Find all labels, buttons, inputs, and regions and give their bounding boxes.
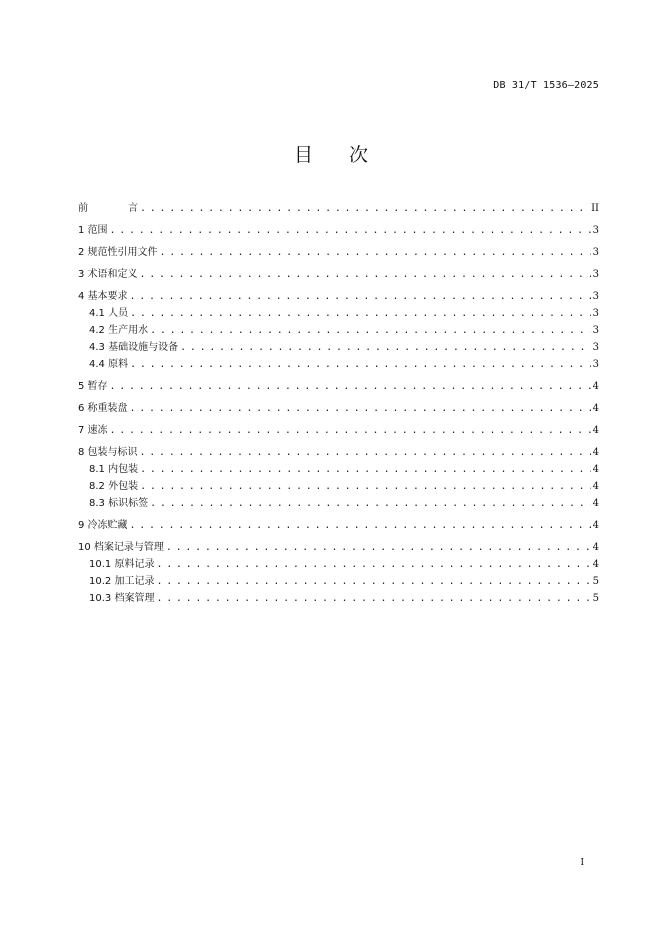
toc-entry-label: 4.3 基础设施与设备 [89,342,179,353]
toc-entry-page: 3 [592,308,599,319]
dot-leader [130,288,591,305]
dot-leader [110,222,591,239]
toc-entry-page: 4 [592,542,599,553]
dot-leader [140,200,589,217]
toc-entry-page: 3 [592,225,599,236]
toc-entry[interactable] [78,517,599,534]
toc-entry-label: 4.4 原料 [89,359,129,370]
toc-subentry[interactable] [78,573,599,590]
dot-leader [140,444,591,461]
toc-entry-label: 8 包装与标识 [78,447,138,458]
dot-leader [156,556,590,573]
toc-subentry[interactable] [78,478,599,495]
toc-entry-page: 3 [592,342,599,353]
toc-entry-page: 3 [592,247,599,258]
toc-entry-page: 4 [592,403,599,414]
dot-leader [150,495,591,512]
dot-leader [130,400,591,417]
toc-entry-label: 1 范围 [78,225,108,236]
toc-entry-page: 4 [592,481,599,492]
toc-subentry[interactable] [78,556,599,573]
toc-entry-label: 前 言 [78,203,138,214]
toc-entry-label: 4.1 人员 [89,308,129,319]
toc-entry[interactable] [78,378,599,395]
toc-entry-page: 5 [592,576,599,587]
document-code: DB 31/T 1536—2025 [493,80,599,91]
toc-entry-page: 4 [592,520,599,531]
dot-leader [156,590,590,607]
toc-entry-label: 7 速冻 [78,425,108,436]
dot-leader [156,573,590,590]
toc-entry-label: 10 档案记录与管理 [78,542,164,553]
toc-entry-page: 4 [592,425,599,436]
toc-subentry[interactable] [78,461,599,478]
toc-entry-page: II [591,203,599,214]
toc-entry-page: 4 [592,464,599,475]
toc-entry[interactable] [78,400,599,417]
toc-entry-label: 2 规范性引用文件 [78,247,158,258]
title-char-1: 目 [293,144,313,166]
dot-leader [140,461,591,478]
dot-leader [140,478,591,495]
toc-entry-page: 4 [592,498,599,509]
toc-entry-page: 5 [592,593,599,604]
toc-entry[interactable] [78,244,599,261]
toc-entry-label: 6 称重装盘 [78,403,128,414]
toc-subentry[interactable] [78,495,599,512]
toc-entry[interactable] [78,266,599,283]
toc-entry-page: 4 [592,381,599,392]
toc-entry-label: 9 冷冻贮藏 [78,520,128,531]
toc-entry-page: 4 [592,559,599,570]
toc-entry[interactable] [78,288,599,305]
title-char-2: 次 [349,144,369,166]
toc-entry-page: 3 [592,359,599,370]
toc-entry-label: 10.3 档案管理 [89,593,155,604]
toc-entry[interactable] [78,422,599,439]
toc-entry[interactable] [78,539,599,556]
toc-subentry[interactable] [78,322,599,339]
toc-subentry[interactable] [78,590,599,607]
toc-entry-page: 4 [592,447,599,458]
page-title [0,140,662,167]
toc-subentry[interactable] [78,339,599,356]
toc-entry-label: 8.1 内包装 [89,464,139,475]
toc-entry-label: 8.2 外包装 [89,481,139,492]
toc-entry-label: 8.3 标识标签 [89,498,149,509]
toc-subentry[interactable] [78,356,599,373]
dot-leader [110,378,591,395]
toc-entry-label: 4.2 生产用水 [89,325,149,336]
toc-entry-page: 3 [592,325,599,336]
toc-subentry[interactable] [78,305,599,322]
dot-leader [150,322,591,339]
dot-leader [130,356,591,373]
toc-entry-label: 4 基本要求 [78,291,128,302]
dot-leader [180,339,591,356]
toc-entry-preface[interactable] [78,200,599,217]
table-of-contents [78,200,599,607]
toc-entry[interactable] [78,444,599,461]
dot-leader [140,266,591,283]
dot-leader [166,539,591,556]
dot-leader [160,244,591,261]
toc-entry-page: 3 [592,269,599,280]
toc-entry-label: 3 术语和定义 [78,269,138,280]
toc-entry-page: 3 [592,291,599,302]
dot-leader [130,305,591,322]
toc-entry-label: 10.1 原料记录 [89,559,155,570]
dot-leader [130,517,591,534]
page-number: I [580,858,584,868]
toc-entry-label: 5 暂存 [78,381,108,392]
toc-entry[interactable] [78,222,599,239]
toc-entry-label: 10.2 加工记录 [89,576,155,587]
dot-leader [110,422,591,439]
